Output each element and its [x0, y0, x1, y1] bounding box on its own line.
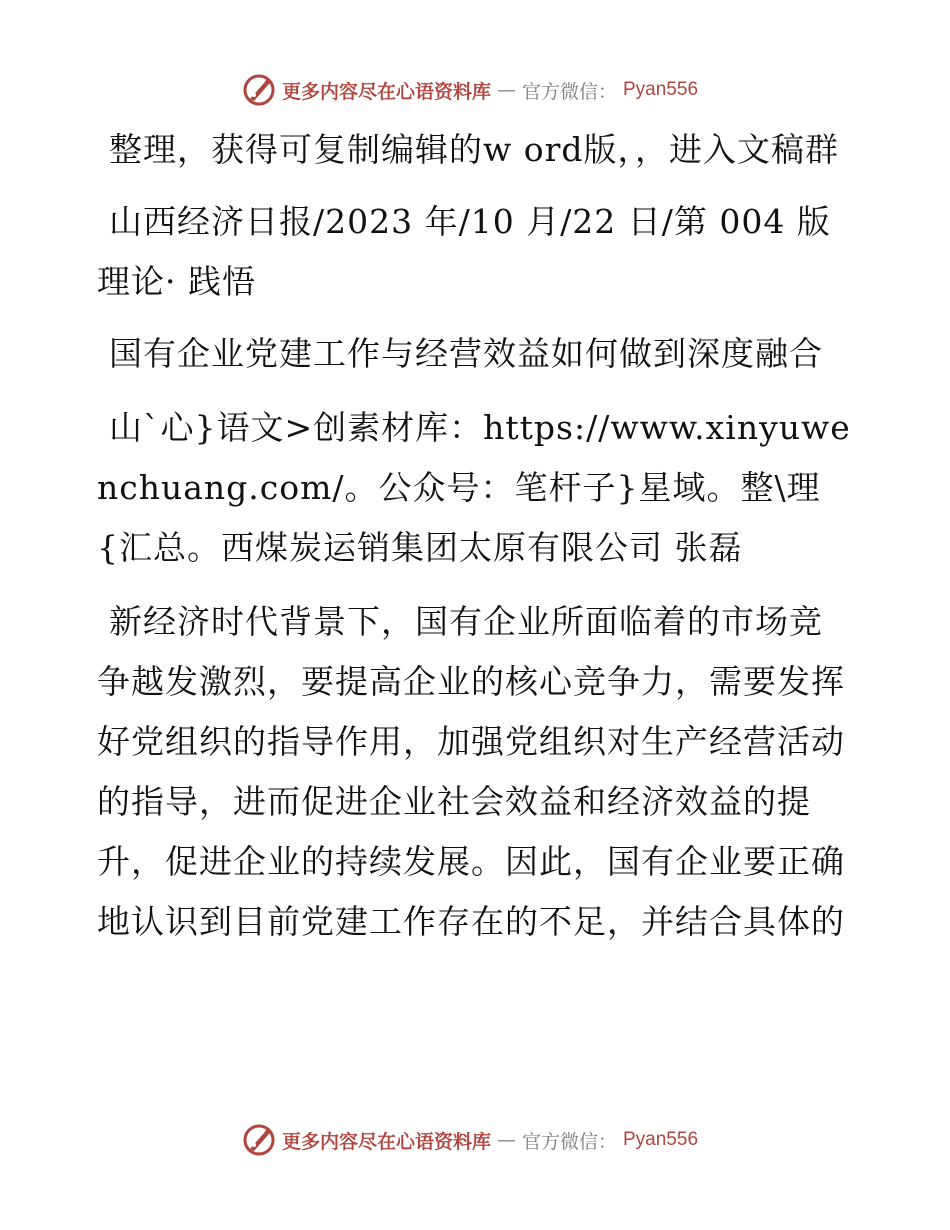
header-banner: [0, 70, 950, 110]
header-wechat-id: Pyan556: [623, 79, 699, 100]
article-title: 国有企业党建工作与经营效益如何做到深度融合: [109, 334, 823, 373]
footer-wechat-label: 官方微信：: [521, 1130, 617, 1153]
document-body: [97, 120, 853, 966]
pen-circle-logo-icon: [242, 73, 276, 107]
header-brand-text: 更多内容尽在心语资料库: [281, 80, 491, 103]
header-banner-content: [242, 73, 698, 107]
paragraph-author: 山`心}语文>创素材库：https://www.xinyuwenchuang.com/。公众号：笔杆子}星域。整\理{汇总。西煤炭运销集团太原有限公司 张磊: [97, 408, 851, 567]
footer-wechat-id: Pyan556: [623, 1129, 699, 1150]
footer-banner-content: [242, 1123, 698, 1157]
paragraph-source: 山西经济日报/2023 年/10 月/22 日/第 004 版理论· 践悟: [97, 202, 831, 301]
pen-circle-logo-icon: [242, 1123, 276, 1157]
paragraph-main: 新经济时代背景下，国有企业所面临着的市场竞争越发激烈，要提高企业的核心竞争力，需要发挥好党组织的指导作用，加强党组织对生产经营活动的指导，进而促进企业社会效益和经济效益的提升，促进企业的持续发展。因此，国有企业要正确地认识到目前党建工作存在的不足，并结合具体的: [97, 602, 845, 941]
footer-brand-text: 更多内容尽在心语资料库: [281, 1130, 491, 1153]
paragraph-intro: 整理，获得可复制编辑的w ord版，，进入文稿群: [109, 130, 840, 169]
header-separator: —: [496, 79, 516, 101]
footer-separator: —: [496, 1129, 516, 1151]
header-wechat-label: 官方微信：: [521, 80, 617, 103]
footer-banner: [0, 1120, 950, 1160]
